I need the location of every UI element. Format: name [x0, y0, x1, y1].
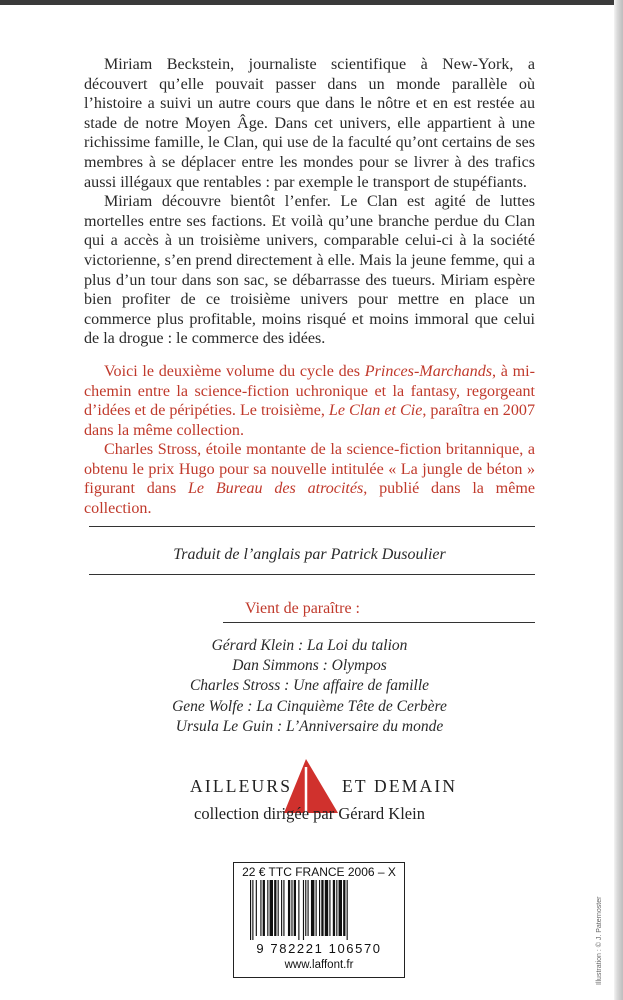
barcode-bar	[291, 880, 292, 936]
barcode-bar	[288, 880, 290, 936]
barcode-bar	[260, 880, 261, 936]
recent-heading-rule	[223, 622, 535, 623]
series-note-paragraph-1	[84, 362, 535, 440]
barcode-bar	[267, 880, 268, 936]
cover-right-edge	[614, 0, 623, 1000]
divider-bottom	[89, 574, 535, 575]
divider-top	[89, 526, 535, 527]
spacer	[84, 349, 535, 362]
list-item: Charles Stross : Une affaire de famille	[189, 677, 430, 695]
barcode-bar	[278, 880, 279, 936]
series-note-text: , à mi-chemin entre la science-fiction uchronique et la fantasy, regorgeant d’idées et de péripéties. Le troisième,	[84, 362, 536, 420]
isbn-number: 9 782221 106570	[256, 941, 382, 956]
barcode-label	[233, 862, 405, 978]
summary-paragraph-2: Miriam découvre bientôt l’enfer. Le Clan est agité de luttes mortelles entre ses factions. Et voilà qu’une branche perdue du Clan qui a accès à un troisième univers, comparable celui-ci à la société victorienne, s’en prend directement à elle. Mais la jeune femme, qui a plus d’un tour dans son sac, se débarrasse des tueurs. Miriam espère bien profiter de ce troisième univers pour mettre en place un commerce plus profitable, moins risqué et moins immoral que celui de la drogue : le commerce des idées.	[84, 193, 535, 348]
barcode-bar	[281, 880, 282, 936]
series-note-text: , paraîtra en 2007 dans la même collection.	[84, 402, 535, 439]
brand-name-left: AILLEURS	[190, 776, 293, 796]
list-item: Ursula Le Guin : L’Anniversaire du monde	[175, 717, 444, 735]
cover-top-edge	[0, 0, 623, 5]
barcode-bar	[252, 880, 253, 940]
barcode-bar	[311, 880, 314, 936]
barcode-bar	[316, 880, 317, 936]
barcode-bar	[263, 880, 265, 936]
series-note-text: , publié dans la même collection.	[84, 480, 536, 518]
barcode-bar	[308, 880, 309, 936]
series-note-paragraph-2	[84, 440, 535, 518]
barcode-bar	[329, 880, 330, 936]
list-item: Dan Simmons : Olympos	[232, 657, 387, 675]
price-text: 22 € TTC FRANCE 2006 – X	[242, 865, 396, 879]
barcode-bar	[321, 880, 323, 936]
next-volume-title: Le Clan et Cie	[328, 402, 423, 420]
series-note-text: Charles Stross, étoile montante de la science-fiction britannique, a obtenu le prix Hugo pour sa nouvelle intitulée « La jungle de béton » figurant dans	[84, 441, 535, 498]
barcode-bar	[294, 880, 296, 936]
barcode-bar	[250, 880, 251, 940]
illustration-credit: Illustration : © J. Paternoster	[596, 896, 603, 985]
list-item: Gene Wolfe : La Cinquième Tête de Cerbère	[172, 697, 447, 715]
barcode-bar	[319, 880, 320, 936]
barcode-bar	[305, 880, 306, 936]
barcode-bar	[274, 880, 276, 936]
brand-name-right: ET DEMAIN	[342, 776, 458, 796]
barcode-bar	[339, 880, 342, 936]
recent-heading: Vient de paraître :	[245, 600, 360, 617]
series-title: Princes-Marchands	[364, 362, 493, 380]
barcode-bar	[303, 880, 304, 940]
barcode-bar	[283, 880, 284, 936]
barcode-bar	[270, 880, 273, 936]
barcode-icon	[250, 880, 388, 940]
series-note-text: Voici le deuxième volume du cycle des	[104, 362, 365, 380]
recent-books-list	[84, 636, 535, 737]
barcode-bar	[347, 880, 348, 940]
translator-credit: Traduit de l’anglais par Patrick Dusoulier	[173, 546, 446, 563]
related-book-title: Le Bureau des atrocités	[187, 480, 364, 498]
barcode-bar	[343, 880, 345, 936]
list-item: Gérard Klein : La Loi du talion	[211, 637, 408, 654]
collection-director: collection dirigée par Gérard Klein	[194, 804, 425, 823]
barcode-bar	[333, 880, 335, 936]
barcode-bar	[336, 880, 337, 936]
barcode-bar	[325, 880, 328, 936]
summary-paragraph-1: Miriam Beckstein, journaliste scientifique à New-York, a découvert qu’elle pouvait passer dans un monde parallèle où l’histoire a suivi un autre cours que dans le nôtre et en est restée au stade de notre Moyen Âge. Dans cet univers, elle appartient à une richissime famille, le Clan, qui use de la faculté qu’ont certains de ses membres à se déplacer entre les mondes pour se livrer à des trafics aussi illégaux que rentables : par exemple le transport de stupéfiants.	[84, 56, 535, 191]
barcode-bar	[256, 880, 257, 936]
back-cover-text	[84, 55, 535, 519]
publisher-url: www.laffont.fr	[284, 959, 354, 971]
barcode-bar	[298, 880, 299, 940]
